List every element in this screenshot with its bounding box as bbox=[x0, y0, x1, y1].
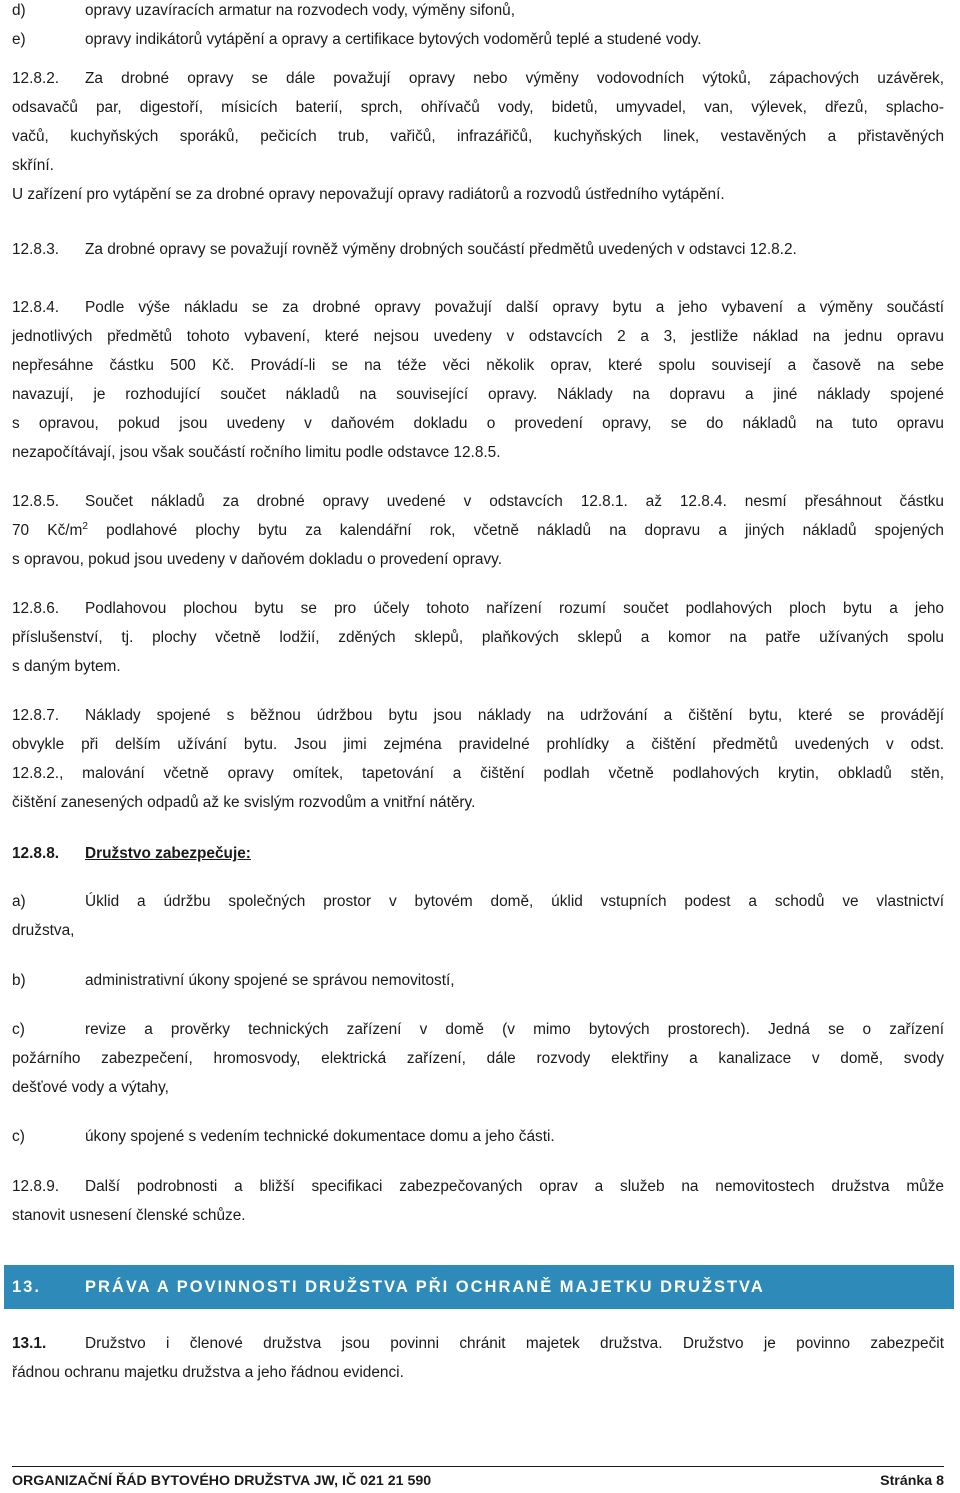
paragraph-number: 12.8.9. bbox=[12, 1178, 60, 1195]
paragraph-text: 70 Kč/m bbox=[12, 522, 83, 539]
list-label: d) bbox=[12, 2, 26, 19]
paragraph-12-8-9 bbox=[12, 1172, 944, 1230]
paragraph-12-8-8 bbox=[12, 839, 944, 868]
paragraph-number: 12.8.4. bbox=[12, 299, 60, 316]
list-label: b) bbox=[12, 972, 26, 989]
paragraph-text: Další podrobnosti a bližší specifikaci zabezpečovaných oprav a služeb na nemovitostech družstva může bbox=[85, 1178, 944, 1195]
superscript: 2 bbox=[82, 520, 88, 532]
paragraph-number: 12.8.8. bbox=[12, 845, 60, 862]
paragraph-line bbox=[12, 1329, 944, 1358]
paragraph-line: jednotlivých předmětů tohoto vybavení, které nejsou uvedeny v odstavcích 2 a 3, jestliže náklad na jednu opravu bbox=[12, 328, 944, 345]
list-label: c) bbox=[12, 1128, 25, 1145]
list-item-a bbox=[12, 887, 944, 945]
paragraph-heading: Družstvo zabezpečuje: bbox=[85, 845, 251, 862]
list-text: administrativní úkony spojené se správou nemovitostí, bbox=[85, 972, 455, 989]
footer-divider bbox=[12, 1466, 944, 1467]
list-line: požárního zabezpečení, hromosvody, elektrická zařízení, dále rozvody elektřiny a kanalizace v domě, svody bbox=[12, 1050, 944, 1067]
list-block-de bbox=[12, 0, 944, 54]
paragraph-heading-line bbox=[12, 839, 944, 868]
paragraph-number: 12.8.7. bbox=[12, 707, 60, 724]
paragraph-number: 12.8.3. bbox=[12, 241, 60, 258]
paragraph-text: podlahové plochy bytu za kalendářní rok, včetně nákladů na dopravu a jiných nákladů spojených bbox=[87, 522, 944, 539]
paragraph-line bbox=[12, 516, 944, 545]
list-item-c2 bbox=[12, 1122, 944, 1151]
list-label: e) bbox=[12, 31, 26, 48]
paragraph-12-8-5 bbox=[12, 487, 944, 574]
paragraph-number: 12.8.5. bbox=[12, 493, 60, 510]
paragraph-line bbox=[12, 701, 944, 730]
list-text: Úklid a údržbu společných prostor v bytovém domě, úklid vstupních podest a schodů ve vlastnictví bbox=[85, 893, 944, 910]
paragraph-line: vačů, kuchyňských sporáků, pečicích trub, vařičů, infrazářičů, kuchyňských linek, vestavěných a přistavěných bbox=[12, 128, 944, 145]
section-title: PRÁVA A POVINNOSTI DRUŽSTVA PŘI OCHRANĚ MAJETKU DRUŽSTVA bbox=[85, 1278, 765, 1296]
paragraph-line bbox=[12, 487, 944, 516]
list-label: c) bbox=[12, 1021, 25, 1038]
list-line bbox=[12, 887, 944, 916]
paragraph-line: navazují, je rozhodující součet nákladů na související opravy. Náklady na dopravu a jiné náklady spojené bbox=[12, 386, 944, 403]
paragraph-line: čištění zanesených odpadů až ke svislým rozvodům a vnitřní nátěry. bbox=[12, 794, 476, 811]
paragraph-line: skříní. bbox=[12, 157, 54, 174]
paragraph-12-8-3 bbox=[12, 235, 944, 264]
paragraph-line: nepřesáhne částku 500 Kč. Provádí-li se na téže věci několik oprav, které spolu souvisejí a časově na sebe bbox=[12, 357, 944, 374]
footer-document-title: ORGANIZAČNÍ ŘÁD BYTOVÉHO DRUŽSTVA JW, IČ 021 21 590 bbox=[12, 1473, 432, 1489]
page-footer bbox=[12, 1470, 944, 1492]
paragraph-12-8-6 bbox=[12, 594, 944, 681]
footer-page-number: Stránka 8 bbox=[880, 1473, 944, 1489]
paragraph-line: U zařízení pro vytápění se za drobné opravy nepovažují opravy radiátorů a rozvodů ústředního vytápění. bbox=[12, 186, 725, 203]
paragraph-line: stanovit usnesení členské schůze. bbox=[12, 1207, 246, 1224]
paragraph-13-1 bbox=[12, 1329, 944, 1387]
list-text: opravy indikátorů vytápění a opravy a certifikace bytových vodoměrů teplé a studené vody. bbox=[85, 31, 702, 48]
paragraph-line bbox=[12, 64, 944, 93]
list-text: revize a prověrky technických zařízení v domě (v mimo bytových prostorech). Jedná se o zařízení bbox=[85, 1021, 944, 1038]
paragraph-text: Podle výše nákladu se za drobné opravy považují další opravy bytu a jeho vybavení a výměny součástí bbox=[85, 299, 944, 316]
list-line bbox=[12, 1122, 944, 1151]
list-line bbox=[12, 1015, 944, 1044]
paragraph-line bbox=[12, 235, 944, 264]
list-item-c bbox=[12, 1015, 944, 1102]
paragraph-line: obvykle při delším užívání bytu. Jsou jimi zejména pravidelné prohlídky a čištění předmětů uvedených v odst. bbox=[12, 736, 944, 753]
list-label: a) bbox=[12, 893, 26, 910]
paragraph-12-8-7 bbox=[12, 701, 944, 817]
paragraph-line bbox=[12, 594, 944, 623]
paragraph-text: Náklady spojené s běžnou údržbou bytu jsou náklady na udržování a čištění bytu, které se provádějí bbox=[85, 707, 944, 724]
paragraph-line: příslušenství, tj. plochy včetně lodžií, zděných sklepů, plaňkových sklepů a komor na patře užívaných spolu bbox=[12, 629, 944, 646]
section-13-heading bbox=[4, 1265, 954, 1309]
section-number: 13. bbox=[12, 1278, 41, 1296]
list-item-d bbox=[12, 0, 944, 25]
list-text: opravy uzavíracích armatur na rozvodech vody, výměny sifonů, bbox=[85, 2, 515, 19]
list-line: dešťové vody a výtahy, bbox=[12, 1079, 169, 1096]
paragraph-line: 12.8.2., malování včetně opravy omítek, tapetování a čištění podlah včetně podlahových krytin, obkladů stěn, bbox=[12, 765, 944, 782]
list-item-e bbox=[12, 25, 944, 54]
paragraph-text: Za drobné opravy se dále považují opravy nebo výměny vodovodních výtoků, zápachových uzávěrek, bbox=[85, 70, 944, 87]
paragraph-line bbox=[12, 1172, 944, 1201]
paragraph-text: Družstvo i členové družstva jsou povinni chránit majetek družstva. Družstvo je povinno zabezpečit bbox=[85, 1335, 944, 1352]
paragraph-text: Za drobné opravy se považují rovněž výměny drobných součástí předmětů uvedených v odstavci 12.8.2. bbox=[85, 241, 797, 258]
paragraph-12-8-2 bbox=[12, 64, 944, 209]
list-text: úkony spojené s vedením technické dokumentace domu a jeho části. bbox=[85, 1128, 555, 1145]
paragraph-number: 12.8.6. bbox=[12, 600, 60, 617]
paragraph-text: Podlahovou plochou bytu se pro účely tohoto nařízení rozumí součet podlahových ploch bytu a jeho bbox=[85, 600, 944, 617]
paragraph-text: Součet nákladů za drobné opravy uvedené v odstavcích 12.8.1. až 12.8.4. nesmí přesáhnout částku bbox=[85, 493, 944, 510]
paragraph-number: 13.1. bbox=[12, 1335, 47, 1352]
paragraph-12-8-4 bbox=[12, 293, 944, 467]
list-line bbox=[12, 966, 944, 995]
paragraph-number: 12.8.2. bbox=[12, 70, 60, 87]
paragraph-line: řádnou ochranu majetku družstva a jeho řádnou evidenci. bbox=[12, 1364, 404, 1381]
paragraph-line: odsavačů par, digestoří, mísicích baterií, sprch, ohřívačů vody, bidetů, umyvadel, van, výlevek, dřezů, splacho- bbox=[12, 99, 944, 116]
paragraph-line bbox=[12, 293, 944, 322]
paragraph-line: nezapočítávají, jsou však součástí ročního limitu podle odstavce 12.8.5. bbox=[12, 444, 501, 461]
list-line: družstva, bbox=[12, 922, 75, 939]
paragraph-line: s opravou, pokud jsou uvedeny v daňovém dokladu o provedení opravy, se do nákladů na tuto opravu bbox=[12, 415, 944, 432]
list-item-b bbox=[12, 966, 944, 995]
paragraph-line: s opravou, pokud jsou uvedeny v daňovém dokladu o provedení opravy. bbox=[12, 551, 502, 568]
paragraph-line: s daným bytem. bbox=[12, 658, 121, 675]
